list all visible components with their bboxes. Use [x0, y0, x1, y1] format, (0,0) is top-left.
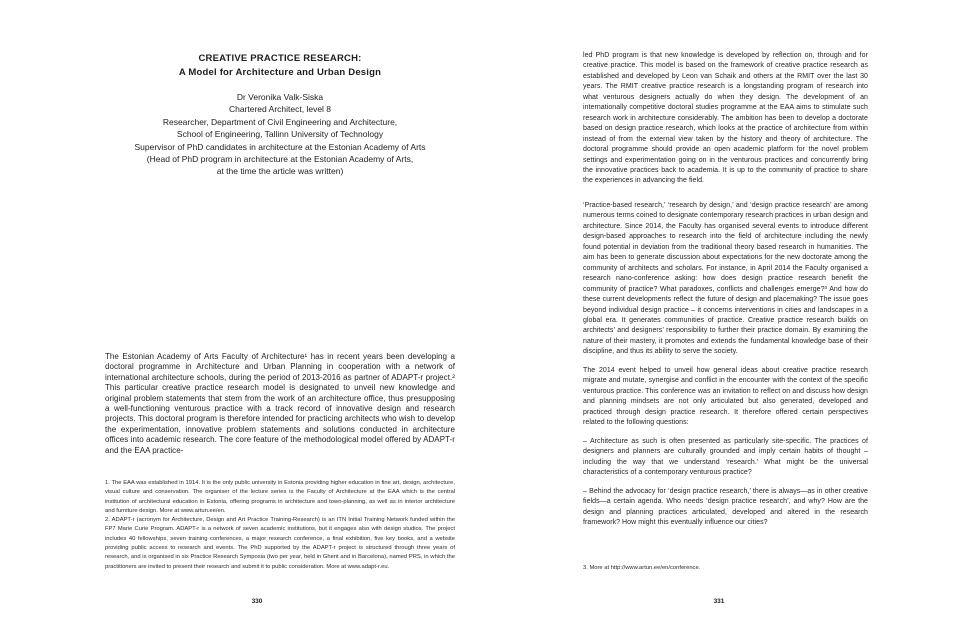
right-page-question-1: – Architecture as such is often presented as particularly site-specific. The practices of designers and planners are culturally grounded and imply certain habits of thought – including the way that we understand ‘research.’ What might be the universal characteristics of a contemporary venturous practice?: [583, 438, 868, 477]
right-page-paragraph-1: led PhD program is that new knowledge is developed by reflection on, through and for creative practice. This model is based on the framework of creative practice research as established and developed by Leon van Schaik and others at the RMIT over the last 30 years. The RMIT creative practice research is a longstanding program of research into what venturous designers actually do when they design. The development of an internationally competitive doctoral studies programme at the EAA aims to stimulate such research work in architecture considerably. The ambition has been to develop a doctorate based on design practice research, which looks at the practice of architecture from within instead of from the external view taken by the history and theory of architecture. The doctoral programme should provide an open academic platform for the novel problem settings and experimentation going on in the venturous practices and concurrently bring the innovative practices back to academia. It is up to the community of practice to share the experiences in advancing the field.: [583, 52, 868, 185]
left-page-footnotes: [105, 479, 455, 572]
author-name: Dr Veronika Valk-Siska: [236, 92, 324, 102]
author-block: [105, 91, 455, 178]
author-affiliation-4: (Head of PhD program in architecture at the Estonian Academy of Arts,: [146, 154, 414, 165]
footnote-1: 1. The EAA was established in 1914. It is the only public university in Estonia providing higher education in fine art, design, architecture, visual culture and conservation. The organiser of the lecture series is the Faculty of Architecture at the EAA which is the central institution of architectural education in Estonia, offering programs in architecture and town-planning, as well as in interior architecture and furniture design. More at www.artun.ee/en.: [105, 480, 455, 514]
right-page-paragraph-3: The 2014 event helped to unveil how general ideas about creative practice research migrate and mutate, synergise and conflict in the encounter with the context of the specific venturous practice. This conference was an invitation to reflect on and discuss how design and planning mindsets are not only articulated but also generated, developed and practiced through design practice research. It therefore offered certain perspectives related to the following questions:: [583, 367, 868, 427]
author-affiliation-1: Researcher, Department of Civil Engineering and Architecture,: [162, 116, 398, 127]
right-page-paragraph-2: ‘Practice-based research,’ ‘research by design,’ and ‘design practice research’ are among numerous terms coined to designate contemporary research practices in urban design and architecture. Since 2014, the Faculty has organised several events to introduce different design-based approaches to research into the field of architecture including the newly found potential in deviation from the traditional theory based research in humanities. The aim has been to generate discussion about expectations for the new doctorate among the community of architects and scholars. For instance, in April 2014 the Faculty organised a research nano-conference asking: how does design practice research benefit the community of practice? What paradoxes, conflicts and challenges emerge?³ And how do these current developments reflect the future of design and placemaking? The issue goes beyond individual design practice – it concerns interventions in cities and landscapes in a global era. It generates communities of practice. Creative practice research builds on architects’ and designers’ responsibility to further their practice domain. By examining the nature of their mastery, it promotes and extends the fundamental knowledge base of their discipline, and thus its ability to serve the society.: [583, 202, 868, 356]
footnote-3: 3. More at http://www.artun.ee/en/conference.: [583, 565, 701, 571]
author-affiliation-3: Supervisor of PhD candidates in architecture at the Estonian Academy of Arts: [134, 141, 426, 152]
article-title-line-2: A Model for Architecture and Urban Design: [178, 67, 382, 78]
left-page-body-paragraph: The Estonian Academy of Arts Faculty of Architecture¹ has in recent years been developing a doctoral programme in Architecture and Urban Planning in cooperation with a network of international architecture schools, during the period of 2013-2016 as partner of ADAPT-r project.² This particular creative practice research model is designated to unveil new knowledge and original problem statements that stem from the work of an architecture office, thus presupposing a well-functioning venturous practice with a track record of innovative design and research projects. This doctoral program is therefore intended for practicing architects who wish to develop the experimentation, innovative problem statements and solutions conducted in architecture offices into academic research. The core feature of the methodological model offered by ADAPT-r and the EAA practice-: [105, 352, 455, 455]
left-page-number: 330: [251, 598, 263, 605]
author-affiliation-2: School of Engineering, Tallinn University of Technology: [176, 129, 384, 140]
author-credential: Chartered Architect, level 8: [228, 104, 332, 115]
right-page-question-2: – Behind the advocacy for ‘design practice research,’ there is always—as in other creative fields—a certain agenda. Who needs ‘design practice research’, and why? How are the design and planning practices articulated, developed and altered in the research framework? How might this eventually influence our cities?: [583, 488, 868, 527]
author-affiliation-5: at the time the article was written): [216, 166, 344, 177]
right-page-number: 331: [713, 598, 725, 605]
article-title-line-1: CREATIVE PRACTICE RESEARCH:: [198, 53, 362, 64]
footnote-2: 2. ADAPT-r (acronym for Architecture, Design and Art Practice Training-Research) is an ITN Initial Training Network funded within the FP7 Marie Curie Program. ADAPT-r is a network of seven academic institutions, but it engages also with design studios. The project includes 40 fellowships, seven training conferences, a major research conference, a final exhibition, five key books, and a website providing public access to research and events. The PhD supported by the ADAPT-r project is structured through three years of research, and is organised in six Practice Research Symposia (two per year, held in Ghent and in Barcelona), named PRS, in which the practitioners are invited to present their research and submit it to public consideration. More at www.adapt-r.eu.: [105, 517, 455, 570]
